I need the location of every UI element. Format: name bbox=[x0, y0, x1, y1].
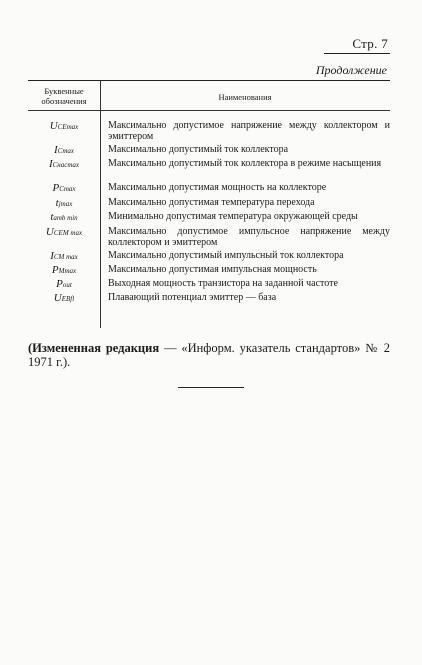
row-symbol: ICmax bbox=[53, 144, 74, 156]
table-top-rule bbox=[28, 80, 390, 81]
row-description: Максимально допустимый ток коллектора bbox=[108, 144, 289, 155]
symbol-column-header: Буквенные обозначения bbox=[41, 86, 87, 106]
amendment-note-text: — «Информ. указатель стандартов» № 2 1971 г.). bbox=[28, 341, 390, 369]
row-description: Максимально допустимая мощность на коллекторе bbox=[108, 182, 327, 193]
row-symbol: ICМ max bbox=[50, 250, 78, 262]
row-description: Максимально допустимая импульсная мощность bbox=[108, 264, 317, 275]
row-symbol: ICнасmax bbox=[48, 158, 80, 170]
amendment-note bbox=[28, 341, 390, 369]
page-number-rule bbox=[324, 53, 390, 54]
row-description: Максимально допустимое импульсное напряжение между коллектором и эмиттером bbox=[108, 226, 390, 248]
row-symbol: PМmax bbox=[51, 264, 77, 276]
row-symbol: UCEМ max bbox=[45, 226, 83, 238]
row-symbol: UEBfl bbox=[53, 292, 75, 304]
name-column-header: Наименования bbox=[218, 92, 272, 102]
row-description: Максимально допустимое напряжение между коллектором и эмиттером bbox=[108, 120, 390, 142]
row-description: Максимально допустимая температура перехода bbox=[108, 197, 315, 208]
designations-table bbox=[28, 80, 390, 328]
amendment-note-label: (Измененная редакция bbox=[28, 341, 160, 355]
row-symbol: Pout bbox=[56, 278, 72, 290]
row-description: Выходная мощность транзистора на заданной частоте bbox=[108, 278, 338, 289]
row-description: Минимально допустимая температура окружающей среды bbox=[108, 211, 358, 222]
row-symbol: PCmax bbox=[52, 182, 76, 194]
table-header-rule bbox=[28, 110, 390, 111]
row-symbol: tamb min bbox=[50, 211, 78, 223]
row-description: Плавающий потенциал эмиттер — база bbox=[108, 292, 277, 303]
continuation-label: Продолжение bbox=[315, 63, 387, 77]
row-description: Максимально допустимый ток коллектора в режиме насыщения bbox=[108, 158, 382, 169]
row-description: Максимально допустимый импульсный ток коллектора bbox=[108, 250, 344, 261]
table-column-divider bbox=[100, 80, 101, 328]
page-number: Стр. 7 bbox=[352, 36, 388, 51]
end-rule bbox=[178, 387, 244, 388]
row-symbol: UCEmax bbox=[49, 120, 79, 132]
row-symbol: tjmax bbox=[55, 197, 73, 209]
